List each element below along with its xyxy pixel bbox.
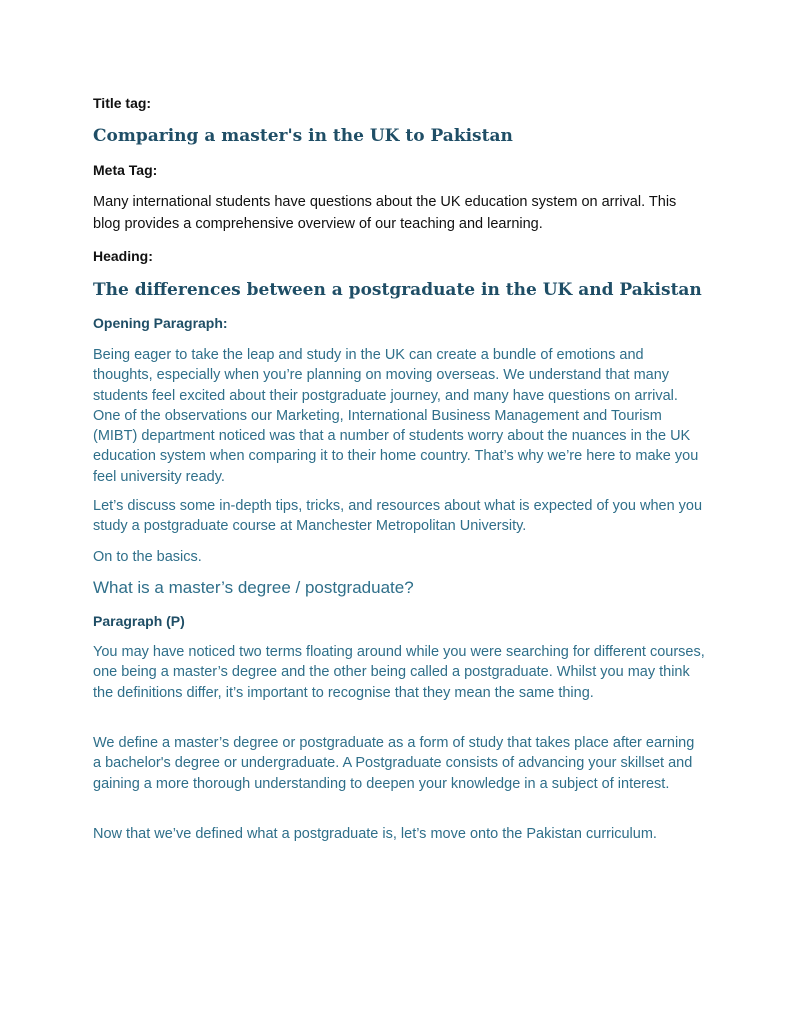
section-paragraph-1: You may have noticed two terms floating around while you were searching for different courses, one being a master’s degree and the other being called a postgraduate. Whilst you may think the definitions differ, it’s important to recognise that they mean the same thing. [93, 644, 705, 701]
meta-tag-label: Meta Tag: [93, 162, 158, 178]
paragraph-label: Paragraph (P) [93, 613, 185, 629]
opening-paragraph-2: Let’s discuss some in-depth tips, tricks, and resources about what is expected of you when you study a postgraduate course at Manchester Metropolitan University. [93, 498, 703, 535]
title-tag-text: Comparing a master's in the UK to Pakistan [93, 126, 513, 146]
opening-paragraph-1: Being eager to take the leap and study in the UK can create a bundle of emotions and thoughts, especially when you’re planning on moving overseas. We understand that many students feel excited about their postgraduate journey, and many have questions on arrival. One of the observations our Marketing, International Business Management and Tourism (MIBT) department noticed was that a number of students worry about the nuances in the UK education system when comparing it to their home country. That’s why we’re here to make you feel university ready. [93, 347, 699, 485]
opening-paragraph-label: Opening Paragraph: [93, 315, 228, 331]
section-paragraph-2: We define a master’s degree or postgraduate as a form of study that takes place after earning a bachelor's degree or undergraduate. A Postgraduate consists of advancing your skillset and gaining a more thorough understanding to deepen your knowledge in a subject of interest. [93, 735, 695, 792]
heading-text: The differences between a postgraduate in the UK and Pakistan [93, 280, 702, 300]
section-paragraph-3: Now that we’ve defined what a postgraduate is, let’s move onto the Pakistan curriculum. [93, 826, 657, 842]
opening-paragraph-3: On to the basics. [93, 549, 202, 565]
title-tag-label: Title tag: [93, 95, 152, 111]
meta-tag-text: Many international students have questions about the UK education system on arrival. This blog provides a comprehensive overview of our teaching and learning. [93, 194, 677, 232]
section-subheading: What is a master’s degree / postgraduate? [93, 578, 414, 597]
heading-label: Heading: [93, 248, 153, 264]
